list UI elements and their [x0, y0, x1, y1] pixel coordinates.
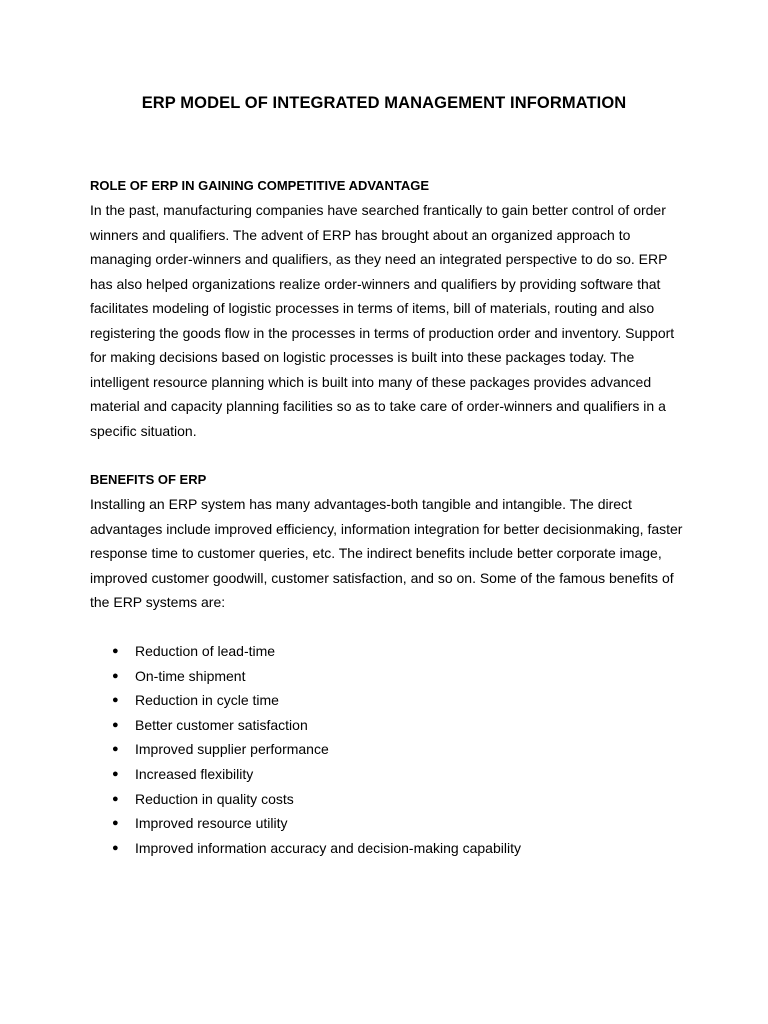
section-benefits-of-erp [90, 470, 690, 615]
list-item-text: Improved information accuracy and decision-making capability [135, 839, 521, 856]
bullet-icon: ● [112, 694, 119, 707]
bullet-icon: ● [112, 841, 119, 854]
bullet-icon: ● [112, 645, 119, 657]
list-item [90, 762, 690, 787]
bullet-icon: ● [112, 817, 119, 830]
list-item-text: Improved supplier performance [135, 741, 329, 758]
section-role-of-erp [90, 176, 690, 443]
list-item [90, 713, 690, 738]
section-heading: ROLE OF ERP IN GAINING COMPETITIVE ADVANTAGE [90, 178, 429, 193]
list-item [90, 688, 690, 713]
document-title: ERP MODEL OF INTEGRATED MANAGEMENT INFORMATION [141, 94, 627, 112]
list-item-text: On-time shipment [135, 667, 246, 684]
list-item [90, 737, 690, 762]
section-heading: BENEFITS OF ERP [90, 472, 207, 487]
list-item-text: Reduction in quality costs [135, 790, 294, 807]
bullet-icon: ● [112, 767, 119, 780]
list-item-text: Increased flexibility [135, 765, 254, 782]
list-item [90, 639, 690, 664]
bullet-icon: ● [112, 669, 119, 682]
bullet-icon: ● [112, 792, 119, 805]
bullet-icon: ● [112, 718, 119, 731]
section-paragraph: In the past, manufacturing companies have searched frantically to gain better control of order winners and qualifiers. The advent of ERP has brought about an organized approach to managing order-winners and qualifiers, as they need an integrated perspective to do so. ERP has also helped organizations realize order-winners and qualifiers by providing software that facilitates modeling of logistic processes in terms of items, bill of materials, routing and also registering the goods flow in the processes in terms of production order and inventory. Support for making decisions based on logistic processes is built into these packages today. The intelligent resource planning which is built into many of these packages provides advanced material and capacity planning facilities so as to take care of order-winners and qualifiers in a specific situation. [90, 202, 675, 439]
list-item-text: Better customer satisfaction [135, 716, 308, 733]
section-paragraph: Installing an ERP system has many advantages-both tangible and intangible. The direct advantages include improved efficiency, information integration for better decisionmaking, faster response time to customer queries, etc. The indirect benefits include better corporate image, improved customer goodwill, customer satisfaction, and so on. Some of the famous benefits of the ERP systems are: [90, 496, 683, 610]
list-item [90, 787, 690, 812]
benefits-list [90, 639, 690, 860]
list-item-text: Reduction of lead-time [135, 643, 276, 659]
list-item [90, 811, 690, 836]
list-item-text: Reduction in cycle time [135, 692, 279, 709]
list-item-text: Improved resource utility [135, 815, 288, 832]
list-item [90, 664, 690, 689]
list-item [90, 836, 690, 861]
bullet-icon: ● [112, 743, 119, 756]
